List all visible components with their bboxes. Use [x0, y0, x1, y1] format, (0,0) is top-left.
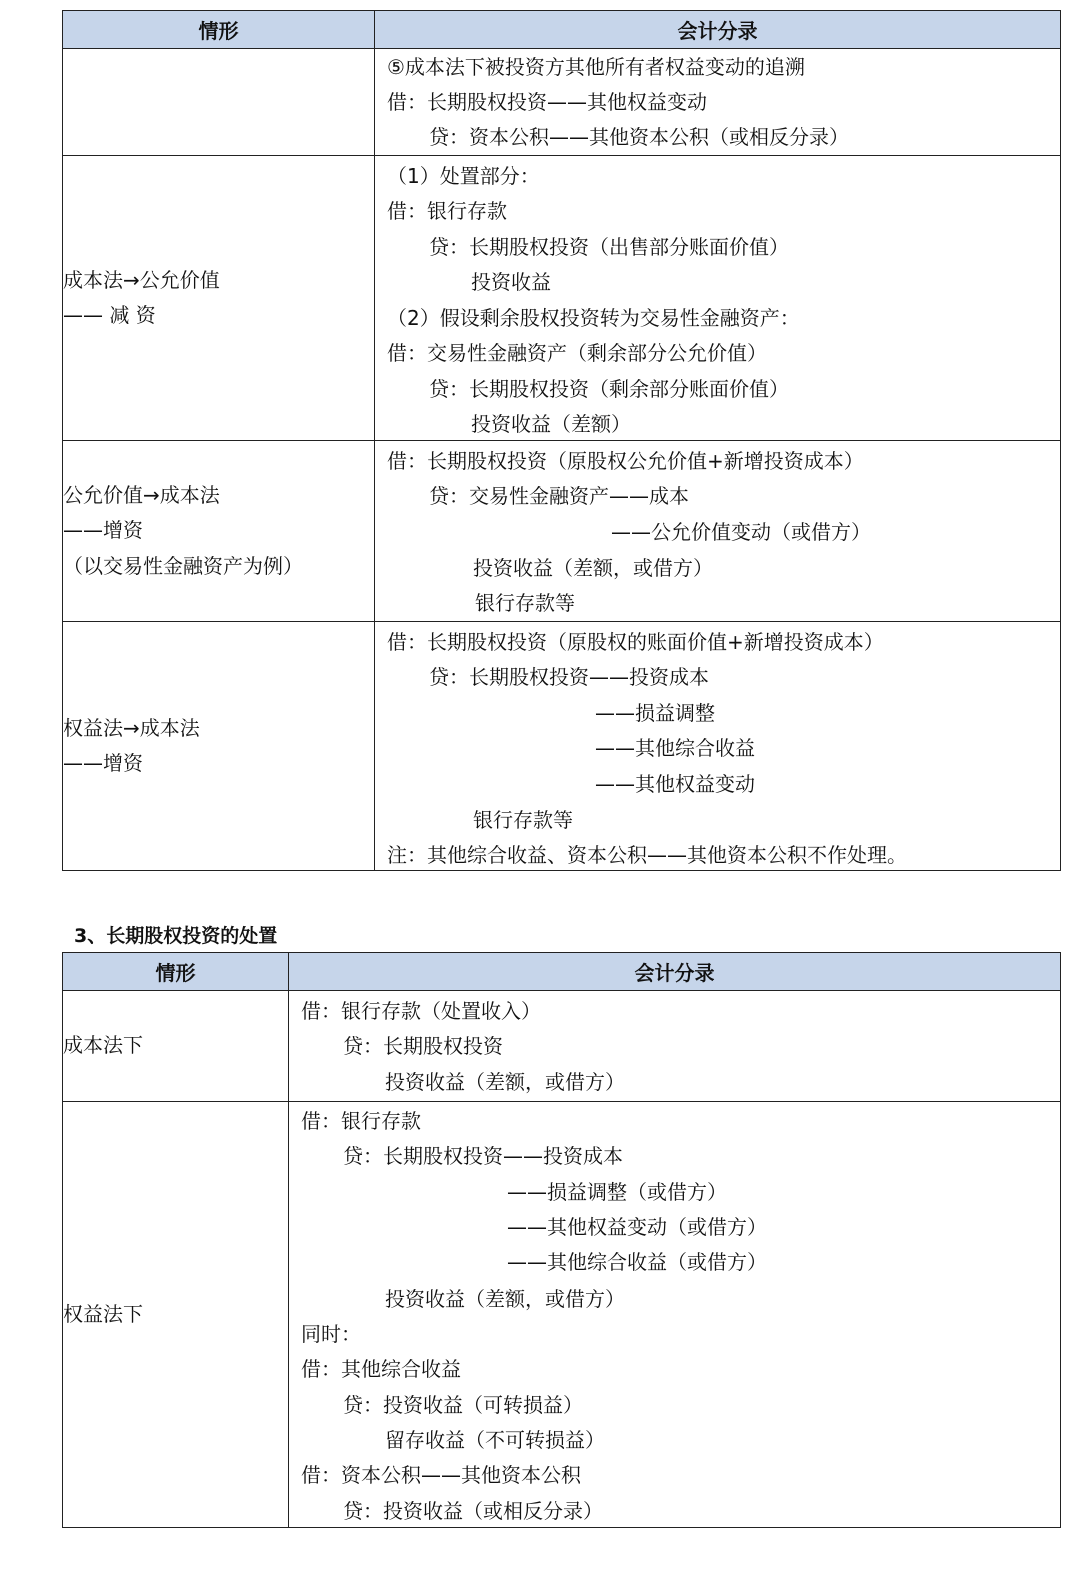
entry-line: 注：其他综合收益、资本公积——其他资本公积不作处理。 — [387, 843, 907, 867]
entry-line: ——其他综合收益（或借方） — [507, 1250, 767, 1274]
table-row — [63, 441, 1061, 622]
entry-line: 借：长期股权投资（原股权公允价值+新增投资成本） — [387, 449, 864, 473]
case-line: 成本法→公允价值 — [63, 267, 220, 292]
entry-cell — [289, 991, 1061, 1102]
entry-cell — [375, 156, 1061, 441]
header-entry: 会计分录 — [375, 11, 1061, 49]
entry-line: 借：资本公积——其他资本公积 — [301, 1463, 581, 1487]
entry-line: 银行存款等 — [473, 808, 573, 832]
entry-line: ——公允价值变动（或借方） — [611, 520, 871, 544]
case-line: （以交易性金融资产为例） — [63, 553, 303, 578]
entry-line: 借：长期股权投资（原股权的账面价值+新增投资成本） — [387, 630, 884, 654]
case-line: ——增资 — [63, 518, 143, 543]
entry-line: 贷：长期股权投资——投资成本 — [343, 1144, 623, 1168]
entry-cell — [375, 49, 1061, 156]
table-row — [63, 49, 1061, 156]
table-row — [63, 156, 1061, 441]
header-entry: 会计分录 — [289, 953, 1061, 991]
table-row — [63, 991, 1061, 1102]
entry-line: ——其他权益变动 — [595, 772, 755, 796]
entry-line: ——其他权益变动（或借方） — [507, 1215, 767, 1239]
entry-line: 投资收益 — [471, 270, 551, 294]
table-row — [63, 1102, 1061, 1528]
header-case: 情形 — [63, 953, 289, 991]
case-line: 权益法下 — [63, 1301, 143, 1326]
table-header-row — [63, 953, 1061, 991]
entry-line: 银行存款等 — [475, 591, 575, 615]
section-title: 3、长期股权投资的处置 — [74, 925, 278, 947]
entry-line: 贷：交易性金融资产——成本 — [429, 484, 689, 508]
case-cell — [63, 1102, 289, 1528]
entry-line: 借：银行存款（处置收入） — [301, 999, 541, 1023]
entry-line: 留存收益（不可转损益） — [385, 1428, 605, 1452]
header-case: 情形 — [63, 11, 375, 49]
entry-line: ——其他综合收益 — [595, 736, 755, 760]
case-line: 权益法→成本法 — [63, 715, 200, 740]
entry-line: 贷：投资收益（可转损益） — [343, 1393, 583, 1417]
entry-line: 投资收益（差额，或借方） — [473, 556, 713, 580]
entry-line: ——损益调整 — [595, 701, 715, 725]
entry-line: 借：交易性金融资产（剩余部分公允价值） — [387, 341, 767, 365]
entry-cell — [375, 441, 1061, 622]
case-line: 公允价值→成本法 — [63, 482, 220, 507]
case-cell — [63, 156, 375, 441]
entry-line: 贷：长期股权投资（出售部分账面价值） — [429, 235, 789, 259]
entry-line: ——损益调整（或借方） — [507, 1180, 727, 1204]
case-line: ——增资 — [63, 751, 143, 775]
table-header-row — [63, 11, 1061, 49]
entry-cell — [289, 1102, 1061, 1528]
case-cell — [63, 991, 289, 1102]
entry-line: （1）处置部分： — [387, 164, 540, 188]
table-row — [63, 622, 1061, 871]
entry-line: 借：银行存款 — [387, 199, 507, 223]
entry-line: 贷：长期股权投资 — [343, 1034, 503, 1058]
entry-line: 借：其他综合收益 — [301, 1357, 461, 1381]
entry-line: 借：长期股权投资——其他权益变动 — [387, 90, 707, 114]
case-cell — [63, 441, 375, 622]
entry-line: ⑤成本法下被投资方其他所有者权益变动的追溯 — [387, 55, 805, 79]
entry-line: 贷：投资收益（或相反分录） — [343, 1499, 603, 1523]
accounting-table-2 — [62, 952, 1061, 1528]
entry-line: 投资收益（差额，或借方） — [385, 1070, 625, 1094]
entry-line: 借：银行存款 — [301, 1109, 421, 1133]
case-cell — [63, 622, 375, 871]
entry-line: （2）假设剩余股权投资转为交易性金融资产： — [387, 306, 800, 330]
entry-line: 贷：资本公积——其他资本公积（或相反分录） — [429, 125, 849, 149]
entry-line: 投资收益（差额） — [471, 412, 631, 436]
entry-cell — [375, 622, 1061, 871]
entry-line: 贷：长期股权投资（剩余部分账面价值） — [429, 377, 789, 401]
entry-line: 投资收益（差额，或借方） — [385, 1287, 625, 1311]
accounting-table-1 — [62, 10, 1061, 871]
entry-line: 同时： — [301, 1322, 361, 1346]
case-line: —— 减 资 — [63, 303, 156, 327]
case-line: 成本法下 — [63, 1033, 143, 1058]
case-cell — [63, 49, 375, 156]
entry-line: 贷：长期股权投资——投资成本 — [429, 665, 709, 689]
